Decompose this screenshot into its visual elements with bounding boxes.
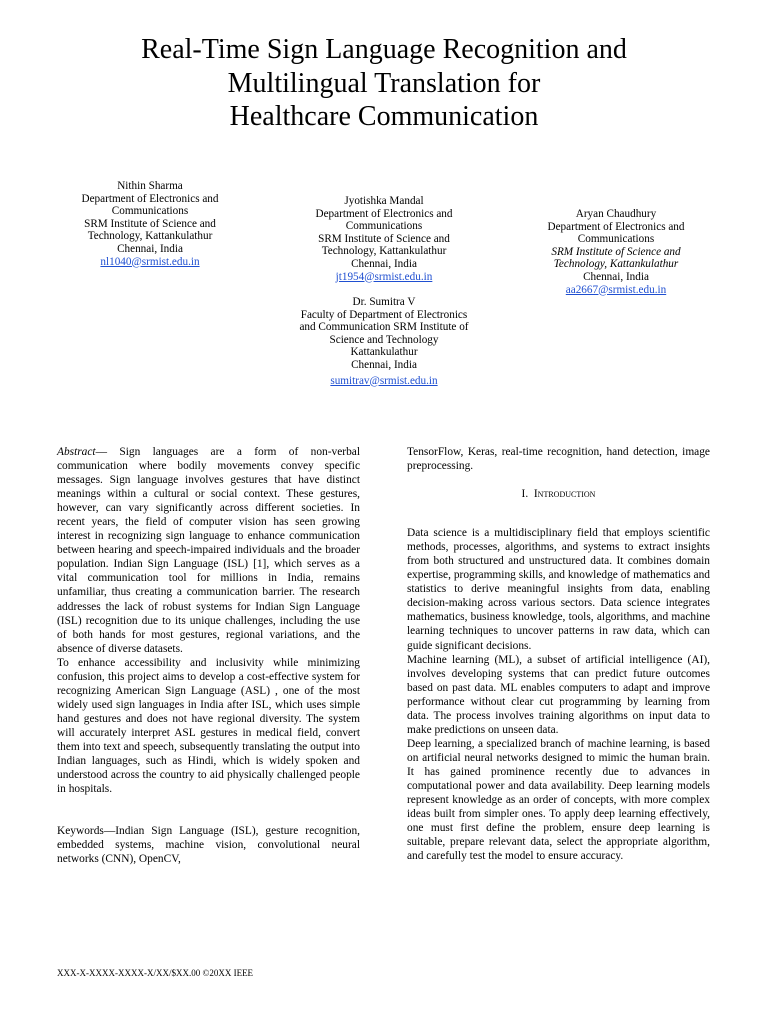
author-name: Jyotishka Mandal — [344, 195, 424, 207]
section-heading-introduction — [407, 487, 710, 501]
title-line-3: Healthcare Communication — [229, 101, 539, 132]
author-block-nithin-sharma — [60, 180, 240, 268]
author-affiliation-line: Department of Electronics and — [315, 207, 453, 220]
author-affiliation-line: SRM Institute of Science and — [84, 217, 216, 230]
intro-paragraph-1: Data science is a multidisciplinary field that employs scientific methods, processes, algorithms, and systems to extract insights from both structured and unstructured data. It combines domain expertise, programming skills, and knowledge of mathematics and statistics to derive meaningful insights from data, enabling decision-making across various sectors. Data science integrates mathematics, business knowledge, tools, algorithms, and machine learning techniques to uncover patterns in raw data, which can guide significant decisions. — [407, 527, 710, 652]
author-affiliation-line: Chennai, India — [583, 270, 649, 283]
copyright-footer: XXX-X-XXXX-XXXX-X/XX/$XX.00 ©20XX IEEE — [57, 968, 254, 978]
author-name: Nithin Sharma — [117, 180, 183, 192]
title-line-1: Real-Time Sign Language Recognition and — [141, 34, 627, 65]
author-affiliation-line: Technology, Kattankulathur — [321, 245, 447, 258]
left-column — [57, 445, 360, 866]
author-affiliation-line: SRM Institute of Science and — [318, 232, 450, 245]
author-email-link[interactable]: jt1954@srmist.edu.in — [335, 270, 433, 283]
intro-paragraph-2: Machine learning (ML), a subset of artificial intelligence (AI), involves developing systems that can predict future outcomes based on past data. ML enables computers to adapt and improve performance without clear cut programming by learning from data. The process involves training algorithms on input data to make predictions on unseen data. — [407, 653, 710, 736]
author-affiliation-line: Communications — [111, 205, 189, 218]
abstract-label: Abstract — [57, 446, 96, 458]
intro-paragraph-3: Deep learning, a specialized branch of machine learning, is based on artificial neural networks designed to mimic the human brain. It has gained prominence recently due to advances in computational power and data availability. Deep learning models represent knowledge as an order of concepts, with more complex ideas built from simpler ones. To apply deep learning effectively, one must first define the problem, ensure deep learning is suitable, prepare relevant data, select the appropriate algorithm, and carefully test the model to ensure accuracy. — [407, 737, 710, 863]
author-affiliation-line: SRM Institute of Science and — [551, 245, 681, 258]
author-email-link[interactable]: aa2667@srmist.edu.in — [565, 283, 667, 296]
title-line-2: Multilingual Translation for — [227, 67, 541, 99]
author-email-link[interactable]: nl1040@srmist.edu.in — [100, 255, 200, 268]
section-title: Introduction — [533, 488, 596, 501]
author-name: Aryan Chaudhury — [575, 208, 657, 220]
author-affiliation-line: and Communication SRM Institute of — [299, 321, 469, 334]
author-affiliation-line: Department of Electronics and — [547, 220, 685, 233]
author-affiliation-line: Communications — [345, 220, 423, 233]
author-block-aryan-chaudhury — [526, 208, 706, 296]
author-affiliation-line: Chennai, India — [117, 242, 183, 255]
right-column — [407, 445, 710, 863]
paper-title — [60, 33, 708, 134]
author-name: Dr. Sumitra V — [352, 296, 416, 308]
author-affiliation-line: Kattankulathur — [350, 346, 418, 359]
author-affiliation-line: Communications — [577, 233, 655, 246]
author-affiliation-line: Technology, Kattankulathur — [87, 230, 213, 243]
abstract-paragraph-2: To enhance accessibility and inclusivity while minimizing confusion, this project aims to develop a cost-effective system for recognizing American Sign Language (ASL) , one of the most widely used sign languages in India after ISL, which uses simple hand gestures and does not have regional diversity. The system will accurately interpret ASL gestures in medical field, convert them into text and speech, subsequently translating the output into Indian languages, such as Hindi, which is widely spoken and understood across the country to aid physically challenged people in hospitals. — [57, 656, 360, 796]
author-block-jyotishka-mandal — [294, 195, 474, 283]
author-affiliation-line: Department of Electronics and — [81, 192, 219, 205]
abstract-text-1: Sign languages are a form of non-verbal communication where bodily movements convey specific messages. Sign language involves gestures that have distinct meanings within a cultural or social context. These gestures, however, can vary significantly across different societies. In recent years, the field of computer vision has seen growing interest in recognizing sign language to enhance communication between hearing and speech-impaired individuals and the broader population. Indian Sign Language (ISL) [1], which serves as a vital communication tool for millions in India, remains unfamiliar, thus creating a communication barrier. The research addresses the lack of robust systems for Indian Sign Language (ISL) recognition due to its unique challenges, including the use of both hands for most gestures, regional variations, and the absence of diverse datasets. — [57, 446, 360, 655]
keywords-paragraph: Keywords—Indian Sign Language (ISL), gesture recognition, embedded systems, machine vision, convolutional neural networks (CNN), OpenCV, — [57, 825, 360, 866]
abstract-dash: — — [95, 446, 120, 458]
author-email-link[interactable]: sumitrav@srmist.edu.in — [330, 374, 438, 387]
author-block-sumitra-v — [294, 296, 474, 387]
author-affiliation-line: Faculty of Department of Electronics — [300, 308, 468, 321]
author-affiliation-line: Science and Technology — [329, 333, 439, 346]
abstract-paragraph-1 — [57, 445, 360, 656]
author-affiliation-line: Chennai, India — [351, 257, 417, 270]
keywords-continuation: TensorFlow, Keras, real-time recognition, hand detection, image preprocessing. — [407, 446, 710, 473]
section-number: I. — [521, 488, 529, 501]
author-affiliation-line: Chennai, India — [351, 358, 417, 371]
author-affiliation-line: Technology, Kattankulathur — [553, 258, 679, 271]
